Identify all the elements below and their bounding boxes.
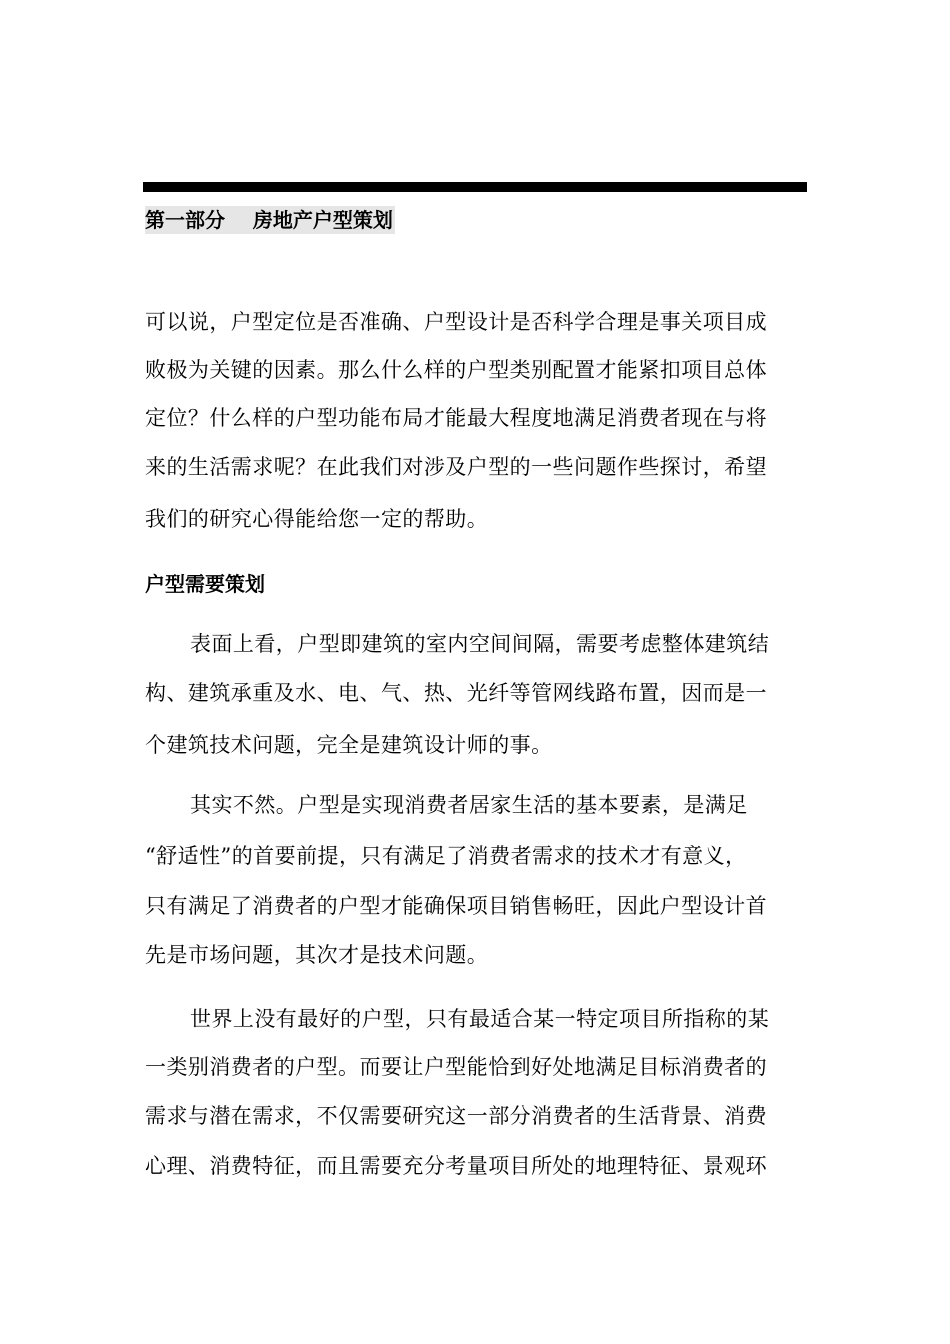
paragraph-line: “舒适性”的首要前提，只有满足了消费者需求的技术才有意义，	[145, 844, 747, 868]
paragraph-line: 只有满足了消费者的户型才能确保项目销售畅旺，因此户型设计首	[145, 894, 768, 918]
intro-line: 来的生活需求呢？在此我们对涉及户型的一些问题作些探讨，希望	[145, 455, 768, 479]
paragraph-line: 表面上看，户型即建筑的室内空间间隔，需要考虑整体建筑结	[190, 632, 770, 656]
intro-line: 败极为关键的因素。那么什么样的户型类别配置才能紧扣项目总体	[145, 358, 768, 382]
paragraph-line: 心理、消费特征，而且需要充分考量项目所处的地理特征、景观环	[145, 1154, 768, 1178]
paragraph-line: 其实不然。户型是实现消费者居家生活的基本要素，是满足	[190, 793, 748, 817]
paragraph-line: 构、建筑承重及水、电、气、热、光纤等管网线路布置，因而是一	[145, 681, 768, 705]
paragraph-line: 先是市场问题，其次才是技术问题。	[145, 943, 489, 967]
intro-line: 我们的研究心得能给您一定的帮助。	[145, 507, 489, 531]
part-heading: 第一部分 房地产户型策划	[145, 208, 393, 232]
paragraph-line: 世界上没有最好的户型，只有最适合某一特定项目所指称的某	[190, 1007, 770, 1031]
intro-line: 定位？什么样的户型功能布局才能最大程度地满足消费者现在与将	[145, 406, 768, 430]
intro-line: 可以说，户型定位是否准确、户型设计是否科学合理是事关项目成	[145, 310, 768, 334]
top-rule	[143, 182, 807, 192]
section-heading: 户型需要策划	[145, 572, 265, 596]
paragraph-line: 一类别消费者的户型。而要让户型能恰到好处地满足目标消费者的	[145, 1055, 768, 1079]
paragraph-line: 需求与潜在需求，不仅需要研究这一部分消费者的生活背景、消费	[145, 1104, 768, 1128]
paragraph-line: 个建筑技术问题，完全是建筑设计师的事。	[145, 733, 553, 757]
